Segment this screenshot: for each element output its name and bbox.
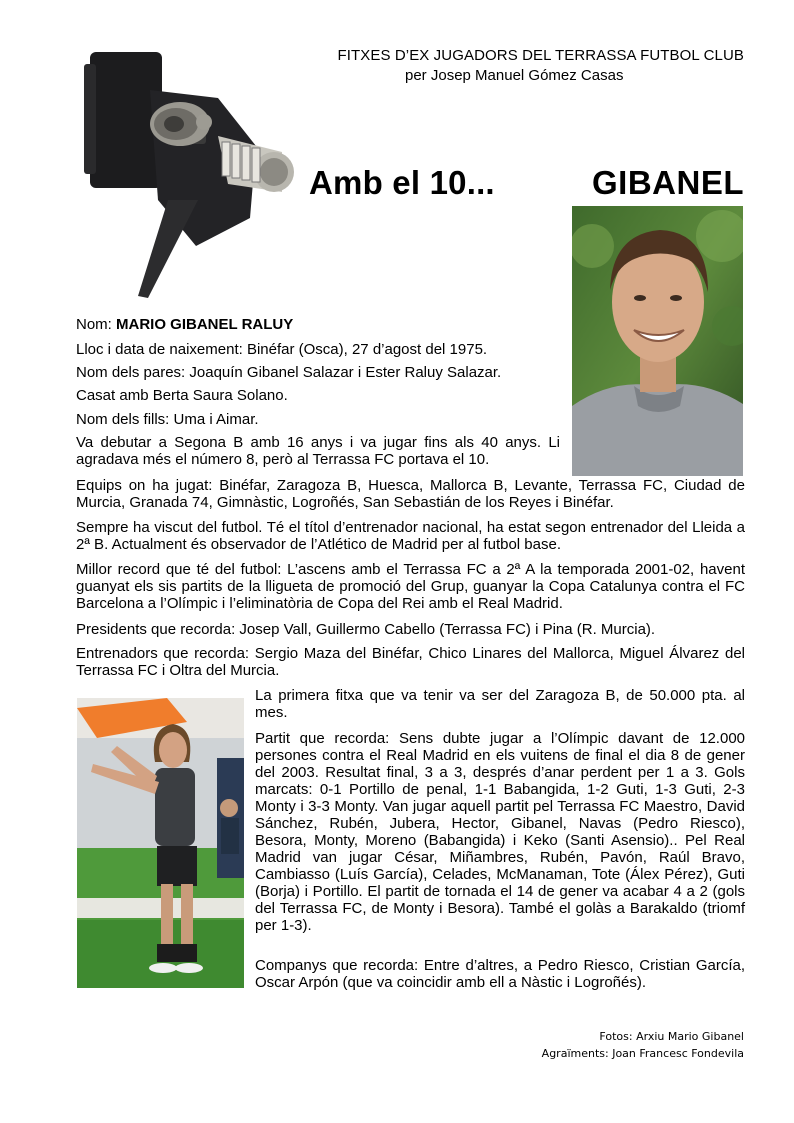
career-paragraph: Sempre ha viscut del futbol. Té el títol d’entrenador nacional, ha estat segon entrenador del Lleida a 2ª B. Actualment és observador de l’Atlético de Madrid per al futbol base.	[76, 519, 745, 553]
married-line: Casat amb Berta Saura Solano.	[76, 387, 288, 404]
action-photo	[77, 698, 244, 988]
photo-credit: Fotos: Arxiu Mario Gibanel	[599, 1030, 744, 1043]
credits	[542, 1028, 744, 1062]
full-name: MARIO GIBANEL RALUY	[116, 316, 294, 333]
presidents-paragraph: Presidents que recorda: Josep Vall, Guillermo Cabello (Terrassa FC) i Pina (R. Murcia).	[76, 621, 656, 638]
match-paragraph: Partit que recorda: Sens dubte jugar a l’Olímpic davant de 12.000 persones contra el Real Madrid en els vuitens de final el dia 8 de gener del 2003. Resultat final, 3 a 3, després d’anar perdent per 1 a 3. Gols marcats: 0-1 Portillo de penal, 1-1 Babangida, 1-2 Guti, 1-3 Guti, 2-3 Monty i 3-3 Monty. Van jugar aquell partit pel Terrassa FC Maestro, David Sánchez, Rubén, Jubera, Hector, Gibanel, Navas (Pedro Riesco), Besora, Monty, Moreno (Babangida) i Keko (Santi Asensio).. Pel Real Madrid van jugar César, Miñambres, Rubén, Pavón, Raúl Bravo, Cambiasso (Luís García), Celades, McManaman, Tote (Álex Pérez), Guti (Borja) i Portillo. El partit de tornada el 14 de gener va acabar 4 a 2 (gols del Terrassa FC, de Monty i Besora). També el golàs a Barakaldo (triomf per 1-3).	[255, 730, 745, 934]
series-title: FITXES D’EX JUGADORS DEL TERRASSA FUTBOL CLUB	[337, 47, 744, 64]
player-nickname: GIBANEL	[592, 164, 744, 201]
megaphone-illustration	[78, 50, 298, 300]
parents-line: Nom dels pares: Joaquín Gibanel Salazar i Ester Raluy Salazar.	[76, 364, 502, 381]
name-label: Nom:	[76, 316, 117, 333]
coaches-paragraph: Entrenadors que recorda: Sergio Maza del Binéfar, Chico Linares del Mallorca, Miguel Álvarez del Terrassa FC i Oltra del Murcia.	[76, 645, 745, 679]
author-line: per Josep Manuel Gómez Casas	[405, 67, 624, 84]
teammates-paragraph: Companys que recorda: Entre d’altres, a Pedro Riesco, Cristian García, Oscar Arpón (que va coincidir amb ell a Nàstic i Logroñés).	[255, 957, 745, 991]
birth-line: Lloc i data de naixement: Binéfar (Osca), 27 d’agost del 1975.	[76, 341, 488, 358]
best-memory-paragraph: Millor record que té del futbol: L’ascens amb el Terrassa FC a 2ª A la temporada 2001-02, havent guanyat els sis partits de la lligueta de promoció del Grup, guanyar la Copa Catalunya contra el FC Barcelona a l’Olímpic i l’eliminatòria de Copa del Rei amb el Real Madrid.	[76, 561, 745, 612]
portrait-photo	[572, 206, 743, 476]
acknowledgement: Agraïments: Joan Francesc Fondevila	[541, 1047, 744, 1060]
first-contract-paragraph: La primera fitxa que va tenir va ser del Zaragoza B, de 50.000 pta. al mes.	[255, 687, 745, 721]
debut-paragraph: Va debutar a Segona B amb 16 anys i va jugar fins als 40 anys. Li agradava més el número 8, però al Terrassa FC portava el 10.	[76, 434, 560, 468]
title-prefix: Amb el 10...	[309, 164, 495, 201]
children-line: Nom dels fills: Uma i Aimar.	[76, 411, 259, 428]
teams-paragraph: Equips on ha jugat: Binéfar, Zaragoza B, Huesca, Mallorca B, Levante, Terrassa FC, Ciudad de Murcia, Granada 74, Gimnàstic, Logroñés, San Sebastián de los Reyes i Binéfar.	[76, 477, 745, 511]
name-line	[76, 316, 560, 333]
